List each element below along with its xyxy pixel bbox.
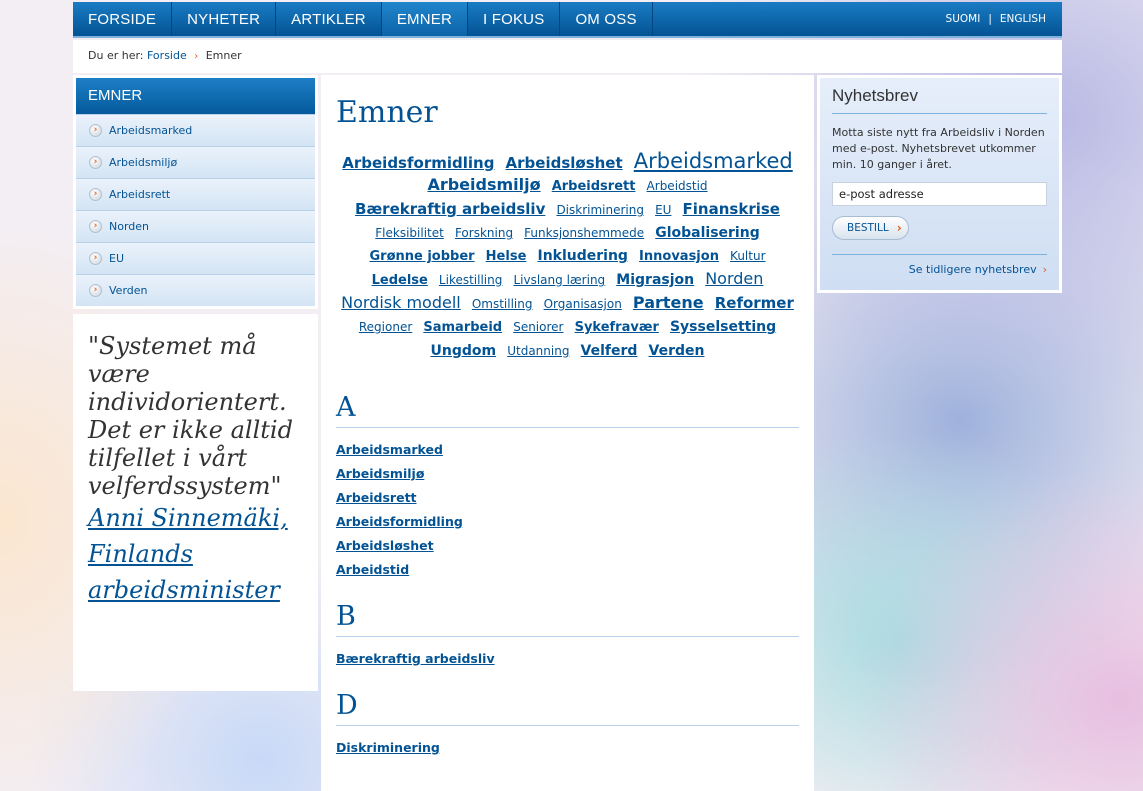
topic-link[interactable]: Arbeidsmarked — [336, 442, 443, 457]
tag-cloud-link[interactable]: Partene — [632, 293, 704, 312]
breadcrumb — [73, 40, 1062, 73]
tag-cloud-link[interactable]: Arbeidstid — [646, 179, 708, 193]
sidebar-item-arbeidsmiljo[interactable] — [76, 146, 315, 178]
tag-cloud-link[interactable]: Helse — [485, 249, 527, 264]
tag-cloud-link[interactable]: Finanskrise — [682, 200, 780, 218]
tag-cloud-link[interactable]: Kultur — [730, 249, 766, 263]
tag-cloud-link[interactable]: Regioner — [358, 320, 413, 334]
tag-cloud-link[interactable]: Nordisk modell — [341, 293, 461, 312]
tag-cloud-link[interactable]: Globalisering — [655, 225, 760, 241]
tag-cloud-link[interactable]: Livslang læring — [513, 273, 606, 287]
sidebar-item-label: Norden — [109, 220, 150, 233]
tag-cloud-link[interactable]: Arbeidsformidling — [342, 154, 495, 172]
topic-link[interactable]: Diskriminering — [336, 740, 440, 755]
tag-cloud-link[interactable]: Utdanning — [507, 344, 570, 358]
tag-cloud-link[interactable]: Omstilling — [471, 297, 533, 311]
left-column — [73, 75, 318, 691]
tag-cloud-link[interactable]: Velferd — [580, 343, 638, 359]
tag-cloud-link[interactable]: Bærekraftig arbeidsliv — [355, 200, 546, 218]
tag-cloud-link[interactable]: Ledelse — [371, 273, 428, 288]
nav-i-fokus[interactable]: I FOKUS — [468, 2, 560, 36]
nav-om-oss[interactable]: OM OSS — [560, 2, 652, 36]
sidebar-item-label: EU — [109, 252, 125, 265]
tag-cloud-link[interactable]: Arbeidsløshet — [505, 154, 623, 172]
sidebar-menu — [73, 75, 318, 309]
tag-cloud-link[interactable]: Verden — [648, 343, 705, 359]
topic-link[interactable]: Arbeidsløshet — [336, 538, 434, 553]
sidebar-item-norden[interactable] — [76, 210, 315, 242]
tag-cloud-link[interactable]: Samarbeid — [423, 320, 503, 335]
sidebar-item-arbeidsrett[interactable] — [76, 178, 315, 210]
chevron-right-icon: › — [89, 220, 102, 233]
previous-newsletters-link[interactable] — [832, 254, 1047, 276]
sidebar-item-verden[interactable] — [76, 274, 315, 306]
subscribe-button-label: BESTILL — [847, 222, 889, 234]
tag-cloud-link[interactable]: Seniorer — [513, 320, 564, 334]
section-letter-heading: D — [336, 690, 799, 726]
tag-cloud-link[interactable]: EU — [655, 203, 672, 217]
section-letter-heading: B — [336, 601, 799, 637]
quote-text: "Systemet må være individorientert. Det er ikke alltid tilfellet i vårt velferdssystem" — [88, 332, 293, 500]
newsletter-title: Nyhetsbrev — [832, 86, 1047, 114]
section-letter-heading: A — [336, 392, 799, 428]
lang-separator: | — [988, 13, 992, 25]
topic-link[interactable]: Arbeidsmiljø — [336, 466, 425, 481]
chevron-right-icon: › — [89, 124, 102, 137]
tag-cloud-link[interactable]: Innovasjon — [639, 249, 719, 264]
sidebar-item-arbeidsmarked[interactable] — [76, 114, 315, 146]
nav-nyheter[interactable]: NYHETER — [172, 2, 276, 36]
tag-cloud-link[interactable]: Organisasjon — [543, 297, 622, 311]
topic-link[interactable]: Bærekraftig arbeidsliv — [336, 651, 495, 666]
sidebar-item-label: Arbeidsmiljø — [109, 156, 178, 169]
topic-link[interactable]: Arbeidsformidling — [336, 514, 463, 529]
breadcrumb-prefix: Du er her: — [88, 49, 144, 62]
tag-cloud-link[interactable]: Forskning — [454, 226, 514, 240]
tag-cloud-link[interactable]: Diskriminering — [556, 203, 644, 217]
tag-cloud-link[interactable]: Fleksibilitet — [375, 226, 444, 240]
breadcrumb-home-link[interactable]: Forside — [147, 49, 187, 62]
chevron-right-icon: › — [89, 252, 102, 265]
sidebar-item-label: Arbeidsrett — [109, 188, 171, 201]
tag-cloud-link[interactable]: Arbeidsmiljø — [427, 175, 541, 194]
tag-cloud-link[interactable]: Ungdom — [430, 343, 497, 359]
tag-cloud-link[interactable]: Sykefravær — [574, 320, 659, 335]
main-nav — [73, 2, 1062, 38]
tag-cloud-link[interactable]: Migrasjon — [616, 272, 695, 288]
tag-cloud — [336, 150, 799, 362]
sidebar-item-eu[interactable] — [76, 242, 315, 274]
tag-cloud-link[interactable]: Grønne jobber — [369, 249, 475, 264]
topic-link[interactable]: Arbeidstid — [336, 562, 410, 577]
sidebar-title: EMNER — [76, 78, 315, 114]
tag-cloud-link[interactable]: Funksjonshemmede — [524, 226, 645, 240]
tag-cloud-link[interactable]: Arbeidsmarked — [633, 149, 793, 173]
chevron-right-icon: › — [896, 221, 902, 235]
right-column — [817, 75, 1062, 293]
breadcrumb-current: Emner — [205, 49, 242, 62]
tag-cloud-link[interactable]: Likestilling — [438, 273, 503, 287]
nav-emner[interactable]: EMNER — [382, 2, 468, 36]
chevron-right-icon: › — [1042, 263, 1047, 276]
topic-index — [336, 392, 799, 755]
tag-cloud-link[interactable]: Sysselsetting — [669, 319, 777, 335]
language-switcher — [946, 2, 1062, 36]
chevron-right-icon: › — [89, 188, 102, 201]
breadcrumb-separator-icon: › — [194, 51, 199, 62]
page-title: Emner — [336, 95, 438, 130]
previous-newsletters-label: Se tidligere nyhetsbrev — [908, 263, 1037, 276]
sidebar-item-label: Verden — [109, 284, 148, 297]
tag-cloud-link[interactable]: Arbeidsrett — [551, 179, 636, 194]
subscribe-button[interactable] — [832, 216, 909, 240]
newsletter-box — [820, 78, 1059, 290]
quote-box — [73, 314, 318, 691]
sidebar-item-label: Arbeidsmarked — [109, 124, 193, 137]
lang-english[interactable]: ENGLISH — [999, 13, 1046, 25]
chevron-right-icon: › — [89, 284, 102, 297]
nav-forside[interactable]: FORSIDE — [73, 2, 172, 36]
tag-cloud-link[interactable]: Inkludering — [537, 248, 628, 264]
email-input[interactable] — [832, 182, 1047, 206]
lang-suomi[interactable]: SUOMI — [945, 13, 981, 25]
chevron-right-icon: › — [89, 156, 102, 169]
main-content — [321, 75, 814, 791]
nav-artikler[interactable]: ARTIKLER — [276, 2, 382, 36]
tag-cloud-link[interactable]: Reformer — [714, 294, 794, 312]
topic-link[interactable]: Arbeidsrett — [336, 490, 417, 505]
quote-author-link[interactable]: Anni Sinnemäki, Finlands arbeidsminister — [88, 504, 288, 604]
tag-cloud-link[interactable]: Norden — [705, 269, 764, 288]
newsletter-description: Motta siste nytt fra Arbeidsliv i Norden med e-post. Nyhetsbrevet utkommer min. 10 ganger i året. — [832, 126, 1045, 171]
